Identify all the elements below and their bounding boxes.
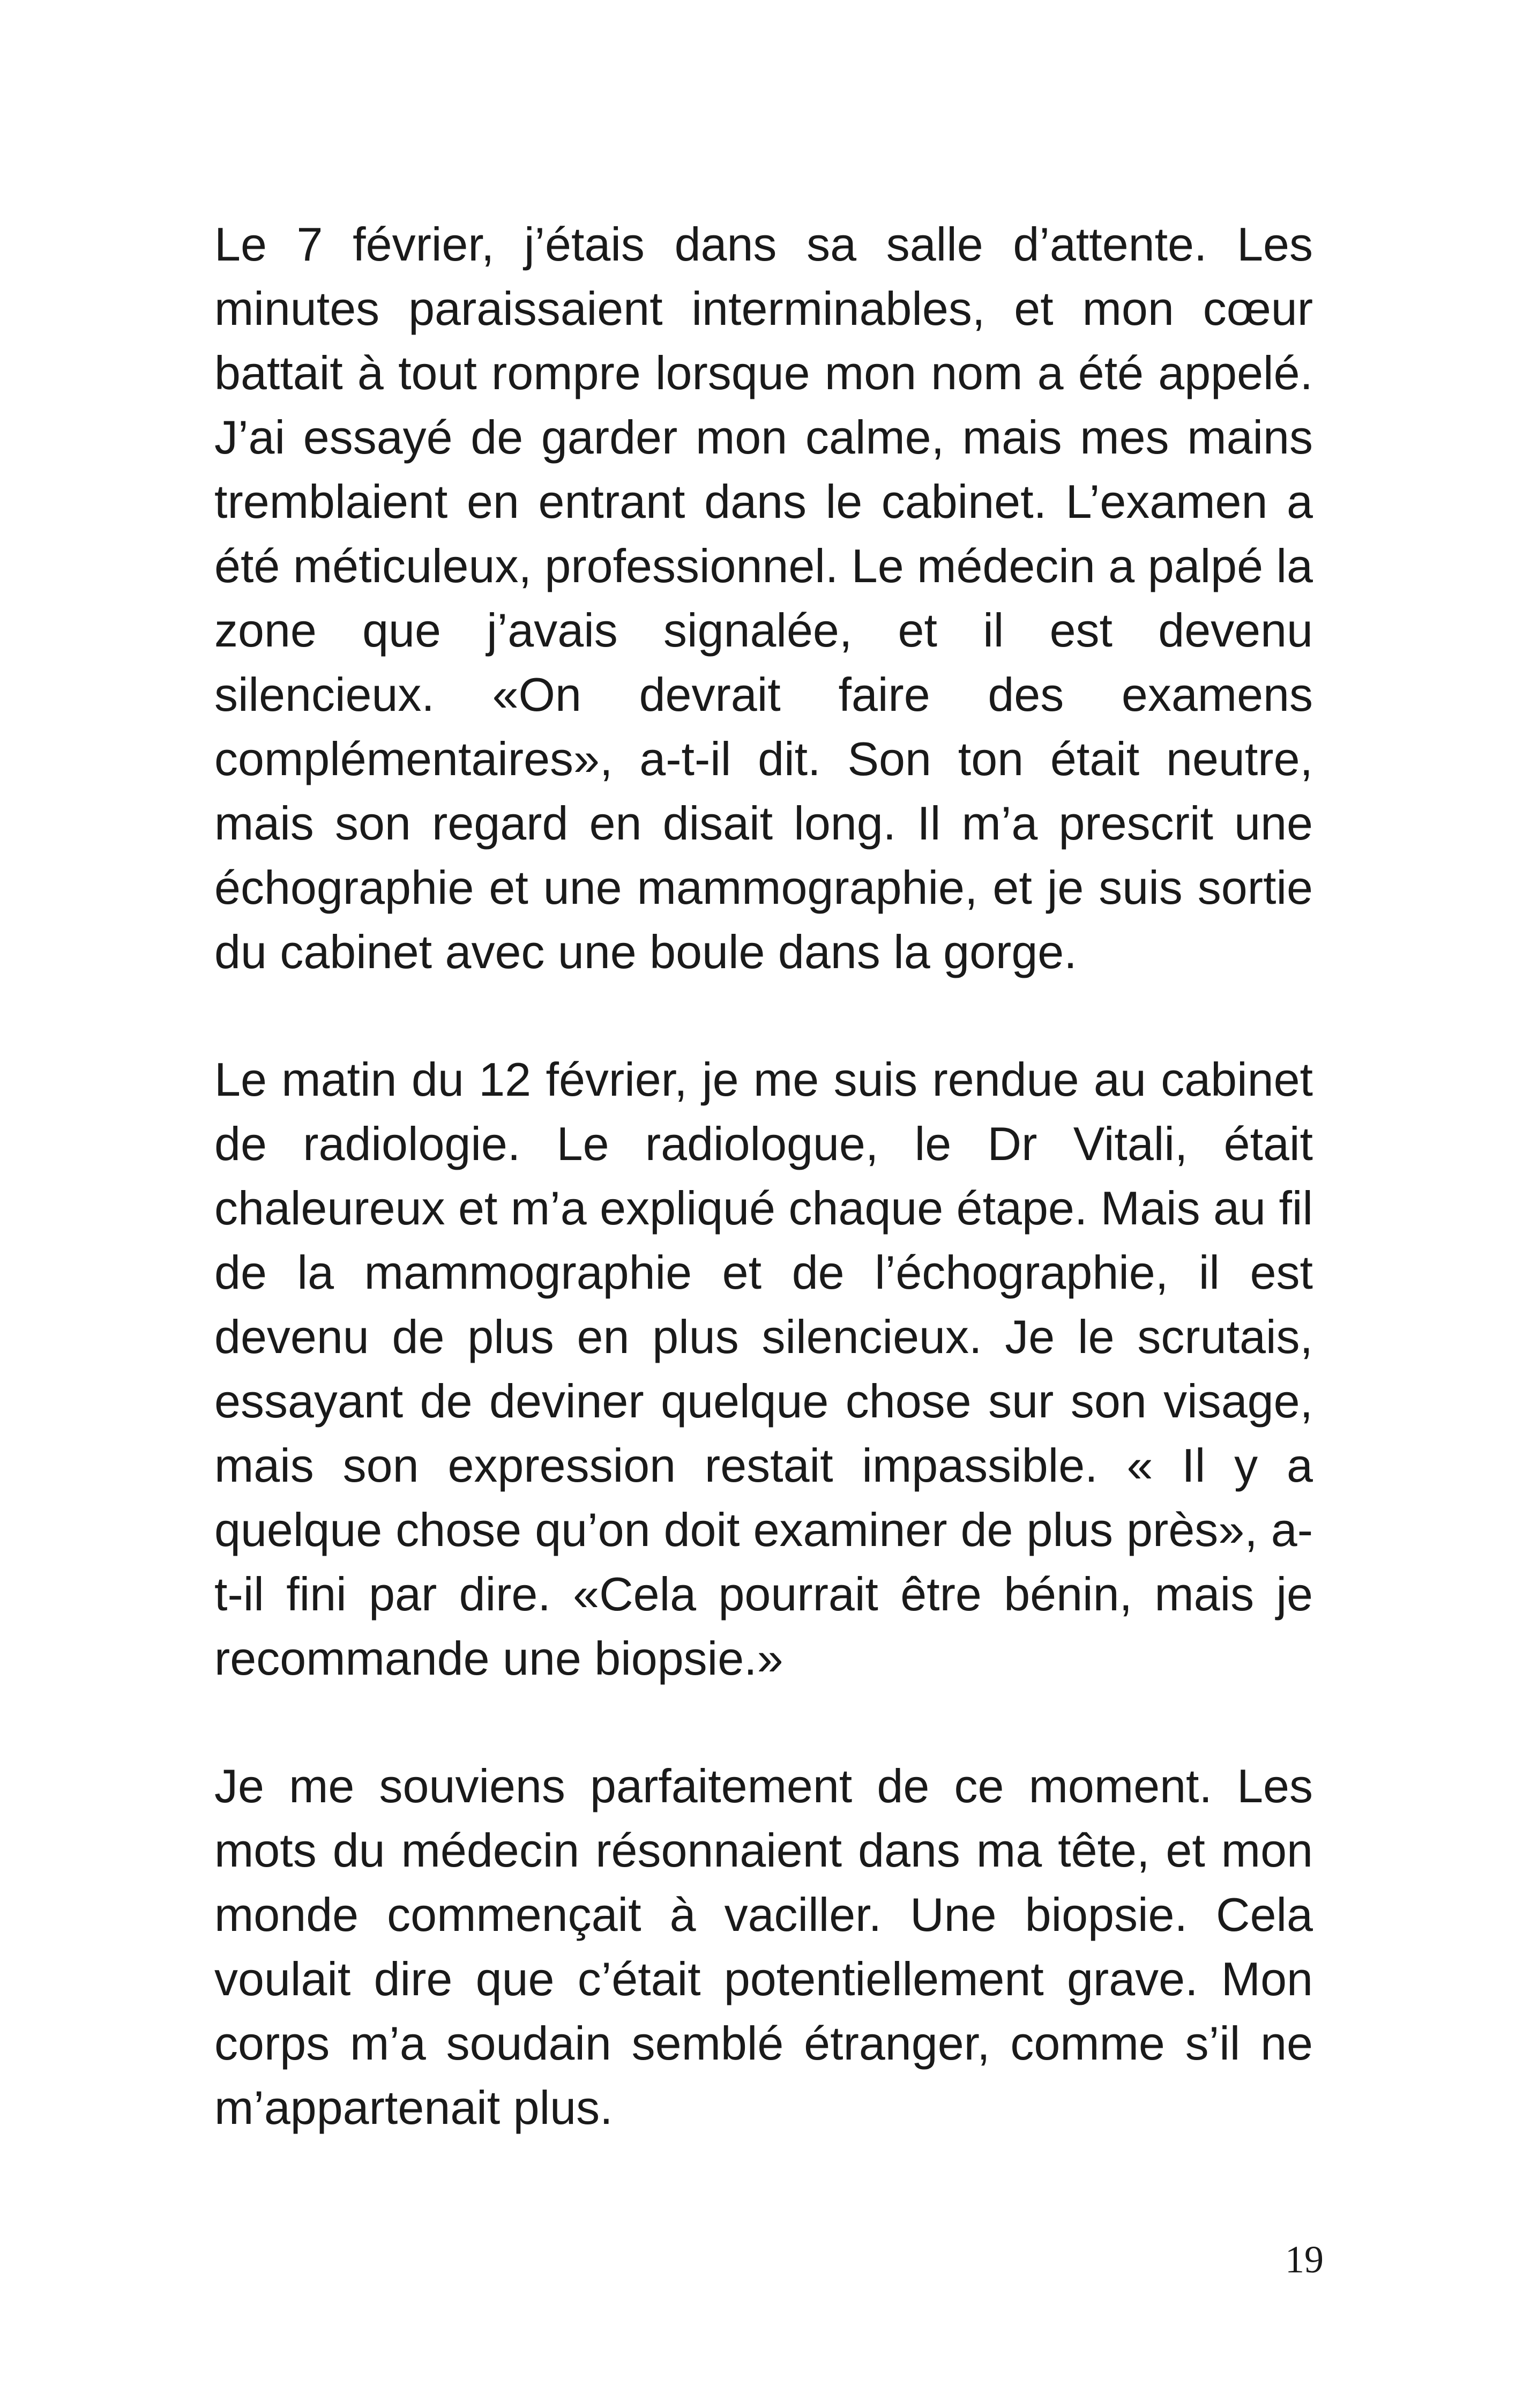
page-number: 19 bbox=[1285, 2238, 1324, 2281]
paragraph-2: Le matin du 12 février, je me suis rendue au cabinet de radiologie. Le radiologue, le Dr Vitali, était chaleureux et m’a expliqué chaque étape. Mais au fil de la mammographie et de l’échographie, il est devenu de plus en plus silencieux. Je le scrutais, essayant de deviner quelque chose sur son visage, mais son expression restait impassible. « Il y a quelque chose qu’on doit examiner de plus près», a-t-il fini par dire. «Cela pourrait être bénin, mais je recommande une biopsie.» bbox=[214, 1053, 1313, 1685]
body-text bbox=[214, 212, 1313, 2140]
paragraph-3: Je me souviens parfaitement de ce moment. Les mots du médecin résonnaient dans ma tête, et mon monde commençait à vaciller. Une biopsie. Cela voulait dire que c’était potentiellement grave. Mon corps m’a soudain semblé étranger, comme s’il ne m’appartenait plus. bbox=[214, 1759, 1313, 2134]
paragraph-1: Le 7 février, j’étais dans sa salle d’attente. Les minutes paraissaient interminables, et mon cœur battait à tout rompre lorsque mon nom a été appelé. J’ai essayé de garder mon calme, mais mes mains tremblaient en entrant dans le cabinet. L’examen a été méticuleux, professionnel. Le médecin a palpé la zone que j’avais signalée, et il est devenu silencieux. «On devrait faire des examens complémentaires», a-t-il dit. Son ton était neutre, mais son regard en disait long. Il m’a prescrit une échographie et une mammographie, et je suis sortie du cabinet avec une boule dans la gorge. bbox=[214, 218, 1313, 978]
